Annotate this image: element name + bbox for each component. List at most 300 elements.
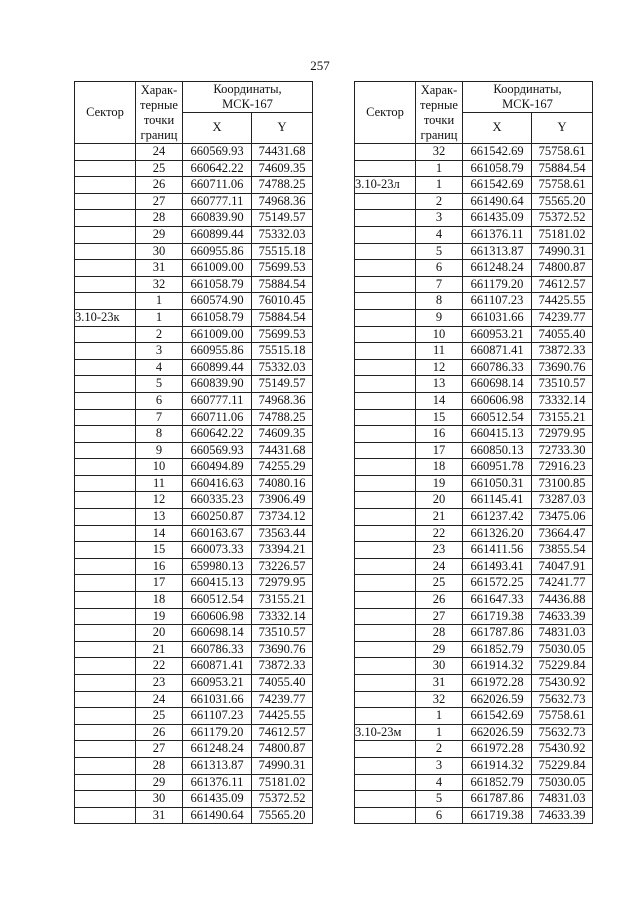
point-number-cell: 2 [416, 193, 463, 210]
table-row [355, 658, 593, 675]
sector-cell [75, 675, 136, 692]
sector-cell [355, 492, 416, 509]
table-row [355, 459, 593, 476]
point-number-cell: 2 [416, 741, 463, 758]
y-coordinate-cell: 72733.30 [532, 442, 593, 459]
y-coordinate-cell: 73394.21 [252, 542, 313, 559]
x-coordinate-cell: 661787.86 [463, 791, 532, 808]
table-row [75, 741, 313, 758]
point-number-cell: 24 [136, 144, 183, 161]
table-row [355, 309, 593, 326]
y-coordinate-cell: 74431.68 [252, 442, 313, 459]
sector-cell [75, 226, 136, 243]
y-coordinate-cell: 75181.02 [252, 774, 313, 791]
point-number-cell: 6 [416, 807, 463, 824]
sector-cell [75, 592, 136, 609]
point-number-cell: 28 [416, 625, 463, 642]
y-coordinate-cell: 73100.85 [532, 475, 593, 492]
y-coordinate-cell: 72979.95 [252, 575, 313, 592]
y-coordinate-cell: 74788.25 [252, 409, 313, 426]
y-coordinate-cell: 74968.36 [252, 392, 313, 409]
x-coordinate-cell: 661542.69 [463, 708, 532, 725]
table-row [355, 226, 593, 243]
point-number-cell: 7 [136, 409, 183, 426]
table-row [355, 509, 593, 526]
x-coordinate-cell: 660786.33 [463, 359, 532, 376]
x-coordinate-cell: 661490.64 [183, 807, 252, 824]
point-number-cell: 22 [416, 525, 463, 542]
x-coordinate-cell: 661435.09 [463, 210, 532, 227]
sector-cell [355, 509, 416, 526]
y-coordinate-cell: 72916.23 [532, 459, 593, 476]
table-row [355, 210, 593, 227]
table-row [355, 774, 593, 791]
header-sector: Сектор [355, 82, 416, 144]
table-row [75, 807, 313, 824]
y-coordinate-cell: 73690.76 [252, 641, 313, 658]
point-number-cell: 14 [416, 392, 463, 409]
x-coordinate-cell: 659980.13 [183, 558, 252, 575]
x-coordinate-cell: 661435.09 [183, 791, 252, 808]
header-x: X [183, 113, 252, 144]
sector-cell [355, 691, 416, 708]
sector-cell [75, 525, 136, 542]
y-coordinate-cell: 75372.52 [532, 210, 593, 227]
table-row [75, 144, 313, 161]
x-coordinate-cell: 661411.56 [463, 542, 532, 559]
point-number-cell: 5 [136, 376, 183, 393]
x-coordinate-cell: 660899.44 [183, 226, 252, 243]
table-row [75, 641, 313, 658]
page-number: 257 [310, 58, 330, 73]
table-row [355, 293, 593, 310]
table-body-right [355, 144, 593, 824]
table-row [75, 774, 313, 791]
sector-cell [75, 326, 136, 343]
point-number-cell: 6 [136, 392, 183, 409]
table-row [355, 708, 593, 725]
table-row [355, 193, 593, 210]
table-row [75, 177, 313, 194]
x-coordinate-cell: 661787.86 [463, 625, 532, 642]
x-coordinate-cell: 660955.86 [183, 243, 252, 260]
point-number-cell: 18 [416, 459, 463, 476]
y-coordinate-cell: 74612.57 [532, 276, 593, 293]
table-row [355, 592, 593, 609]
point-number-cell: 23 [136, 675, 183, 692]
table-row [75, 592, 313, 609]
sector-cell [75, 625, 136, 642]
point-number-cell: 30 [416, 658, 463, 675]
x-coordinate-cell: 661050.31 [463, 475, 532, 492]
sector-cell [355, 144, 416, 161]
y-coordinate-cell: 75372.52 [252, 791, 313, 808]
table-row [75, 675, 313, 692]
point-number-cell: 1 [136, 309, 183, 326]
sector-cell [355, 442, 416, 459]
table-row [75, 260, 313, 277]
sector-cell [355, 193, 416, 210]
y-coordinate-cell: 74425.55 [532, 293, 593, 310]
y-coordinate-cell: 74800.87 [532, 260, 593, 277]
x-coordinate-cell: 661490.64 [463, 193, 532, 210]
point-number-cell: 1 [416, 708, 463, 725]
point-number-cell: 32 [416, 144, 463, 161]
x-coordinate-cell: 660416.63 [183, 475, 252, 492]
table-row [355, 542, 593, 559]
sector-cell [75, 260, 136, 277]
sector-cell [355, 641, 416, 658]
point-number-cell: 1 [416, 160, 463, 177]
x-coordinate-cell: 661179.20 [183, 724, 252, 741]
x-coordinate-cell: 660512.54 [183, 592, 252, 609]
x-coordinate-cell: 660871.41 [183, 658, 252, 675]
table-row [75, 558, 313, 575]
y-coordinate-cell: 75430.92 [532, 741, 593, 758]
table-row [75, 193, 313, 210]
point-number-cell: 3 [416, 757, 463, 774]
table-row [355, 343, 593, 360]
y-coordinate-cell: 74831.03 [532, 791, 593, 808]
x-coordinate-cell: 661107.23 [183, 708, 252, 725]
x-coordinate-cell: 661326.20 [463, 525, 532, 542]
table-row [75, 525, 313, 542]
x-coordinate-cell: 660786.33 [183, 641, 252, 658]
sector-cell [355, 625, 416, 642]
x-coordinate-cell: 661145.41 [463, 492, 532, 509]
sector-cell [75, 459, 136, 476]
table-row [355, 475, 593, 492]
y-coordinate-cell: 73287.03 [532, 492, 593, 509]
sector-cell [75, 724, 136, 741]
y-coordinate-cell: 75758.61 [532, 177, 593, 194]
point-number-cell: 1 [416, 177, 463, 194]
point-number-cell: 29 [136, 226, 183, 243]
sector-cell [75, 741, 136, 758]
y-coordinate-cell: 73563.44 [252, 525, 313, 542]
x-coordinate-cell: 661852.79 [463, 641, 532, 658]
table-row [355, 691, 593, 708]
sector-cell [355, 675, 416, 692]
table-row [75, 210, 313, 227]
y-coordinate-cell: 75758.61 [532, 144, 593, 161]
sector-cell [75, 658, 136, 675]
y-coordinate-cell: 75565.20 [252, 807, 313, 824]
table-row [355, 177, 593, 194]
table-row [355, 376, 593, 393]
y-coordinate-cell: 75515.18 [252, 243, 313, 260]
y-coordinate-cell: 74239.77 [252, 691, 313, 708]
sector-cell [355, 592, 416, 609]
x-coordinate-cell: 660777.11 [183, 392, 252, 409]
y-coordinate-cell: 74055.40 [532, 326, 593, 343]
header-characteristic-points: Харак- терные точки границ [416, 82, 463, 144]
sector-cell [355, 475, 416, 492]
sector-cell [355, 757, 416, 774]
y-coordinate-cell: 74968.36 [252, 193, 313, 210]
y-coordinate-cell: 73332.14 [532, 392, 593, 409]
header-x: X [463, 113, 532, 144]
point-number-cell: 11 [416, 343, 463, 360]
point-number-cell: 11 [136, 475, 183, 492]
table-row [75, 226, 313, 243]
sector-cell [355, 359, 416, 376]
y-coordinate-cell: 74055.40 [252, 675, 313, 692]
point-number-cell: 6 [416, 260, 463, 277]
point-number-cell: 20 [136, 625, 183, 642]
sector-cell [355, 392, 416, 409]
sector-cell [355, 343, 416, 360]
sector-cell [75, 575, 136, 592]
table-row [75, 475, 313, 492]
table-row [355, 326, 593, 343]
point-number-cell: 3 [416, 210, 463, 227]
x-coordinate-cell: 660163.67 [183, 525, 252, 542]
y-coordinate-cell: 74990.31 [252, 757, 313, 774]
x-coordinate-cell: 660711.06 [183, 409, 252, 426]
point-number-cell: 10 [136, 459, 183, 476]
point-number-cell: 12 [416, 359, 463, 376]
x-coordinate-cell: 660871.41 [463, 343, 532, 360]
table-row [75, 309, 313, 326]
x-coordinate-cell: 660073.33 [183, 542, 252, 559]
x-coordinate-cell: 661009.00 [183, 260, 252, 277]
point-number-cell: 21 [136, 641, 183, 658]
x-coordinate-cell: 661647.33 [463, 592, 532, 609]
table-row [355, 575, 593, 592]
header-coordinates: Координаты, МСК-167 [183, 82, 313, 113]
y-coordinate-cell: 74255.29 [252, 459, 313, 476]
x-coordinate-cell: 660606.98 [183, 608, 252, 625]
sector-cell [75, 160, 136, 177]
table-row [75, 691, 313, 708]
y-coordinate-cell: 74609.35 [252, 426, 313, 443]
sector-cell [75, 542, 136, 559]
point-number-cell: 29 [136, 774, 183, 791]
sector-cell [75, 243, 136, 260]
y-coordinate-cell: 74431.68 [252, 144, 313, 161]
table-row [355, 675, 593, 692]
table-row [355, 525, 593, 542]
point-number-cell: 30 [136, 243, 183, 260]
table-row [75, 442, 313, 459]
table-row [75, 376, 313, 393]
point-number-cell: 3 [136, 343, 183, 360]
sector-cell [355, 459, 416, 476]
sector-cell [355, 409, 416, 426]
table-row [75, 509, 313, 526]
point-number-cell: 4 [416, 774, 463, 791]
sector-cell: 3.10-23к [75, 309, 136, 326]
x-coordinate-cell: 660494.89 [183, 459, 252, 476]
point-number-cell: 2 [136, 326, 183, 343]
sector-cell [355, 326, 416, 343]
x-coordinate-cell: 661107.23 [463, 293, 532, 310]
y-coordinate-cell: 75149.57 [252, 376, 313, 393]
x-coordinate-cell: 660955.86 [183, 343, 252, 360]
sector-cell [75, 409, 136, 426]
x-coordinate-cell: 660415.13 [463, 426, 532, 443]
y-coordinate-cell: 75515.18 [252, 343, 313, 360]
sector-cell [75, 558, 136, 575]
table-row [355, 260, 593, 277]
x-coordinate-cell: 660839.90 [183, 376, 252, 393]
x-coordinate-cell: 661972.28 [463, 675, 532, 692]
x-coordinate-cell: 661542.69 [463, 144, 532, 161]
x-coordinate-cell: 661248.24 [183, 741, 252, 758]
y-coordinate-cell: 75229.84 [532, 757, 593, 774]
point-number-cell: 26 [416, 592, 463, 609]
point-number-cell: 19 [416, 475, 463, 492]
sector-cell [75, 757, 136, 774]
sector-cell [355, 575, 416, 592]
point-number-cell: 24 [416, 558, 463, 575]
y-coordinate-cell: 75699.53 [252, 260, 313, 277]
sector-cell [355, 708, 416, 725]
x-coordinate-cell: 661313.87 [183, 757, 252, 774]
y-coordinate-cell: 73906.49 [252, 492, 313, 509]
sector-cell [75, 177, 136, 194]
sector-cell [355, 558, 416, 575]
point-number-cell: 32 [416, 691, 463, 708]
table-row [75, 293, 313, 310]
sector-cell [75, 475, 136, 492]
x-coordinate-cell: 661031.66 [463, 309, 532, 326]
table-row [355, 558, 593, 575]
y-coordinate-cell: 73155.21 [532, 409, 593, 426]
sector-cell [75, 376, 136, 393]
x-coordinate-cell: 661719.38 [463, 608, 532, 625]
x-coordinate-cell: 660642.22 [183, 426, 252, 443]
point-number-cell: 26 [136, 177, 183, 194]
point-number-cell: 8 [416, 293, 463, 310]
sector-cell [75, 193, 136, 210]
sector-cell [75, 276, 136, 293]
x-coordinate-cell: 660951.78 [463, 459, 532, 476]
point-number-cell: 21 [416, 509, 463, 526]
x-coordinate-cell: 661914.32 [463, 757, 532, 774]
sector-cell [355, 276, 416, 293]
y-coordinate-cell: 74612.57 [252, 724, 313, 741]
x-coordinate-cell: 660953.21 [183, 675, 252, 692]
coordinates-table-left [74, 81, 313, 824]
x-coordinate-cell: 660850.13 [463, 442, 532, 459]
y-coordinate-cell: 74609.35 [252, 160, 313, 177]
sector-cell [355, 426, 416, 443]
y-coordinate-cell: 75181.02 [532, 226, 593, 243]
sector-cell [355, 807, 416, 824]
x-coordinate-cell: 660335.23 [183, 492, 252, 509]
x-coordinate-cell: 660777.11 [183, 193, 252, 210]
point-number-cell: 15 [416, 409, 463, 426]
point-number-cell: 1 [136, 293, 183, 310]
x-coordinate-cell: 661493.41 [463, 558, 532, 575]
x-coordinate-cell: 660698.14 [463, 376, 532, 393]
coordinates-table-right [354, 81, 593, 824]
sector-cell [75, 392, 136, 409]
point-number-cell: 32 [136, 276, 183, 293]
table-row [355, 144, 593, 161]
header-y: Y [532, 113, 593, 144]
point-number-cell: 15 [136, 542, 183, 559]
point-number-cell: 9 [136, 442, 183, 459]
point-number-cell: 13 [416, 376, 463, 393]
sector-cell: 3.10-23м [355, 724, 416, 741]
sector-cell [75, 774, 136, 791]
y-coordinate-cell: 74633.39 [532, 608, 593, 625]
table-row [75, 542, 313, 559]
x-coordinate-cell: 661058.79 [183, 276, 252, 293]
x-coordinate-cell: 660574.90 [183, 293, 252, 310]
point-number-cell: 20 [416, 492, 463, 509]
table-row [355, 625, 593, 642]
table-row [355, 409, 593, 426]
y-coordinate-cell: 73872.33 [252, 658, 313, 675]
x-coordinate-cell: 661972.28 [463, 741, 532, 758]
table-row [355, 392, 593, 409]
point-number-cell: 17 [416, 442, 463, 459]
table-row [75, 409, 313, 426]
x-coordinate-cell: 661058.79 [463, 160, 532, 177]
table-row [75, 426, 313, 443]
x-coordinate-cell: 660899.44 [183, 359, 252, 376]
point-number-cell: 16 [136, 558, 183, 575]
x-coordinate-cell: 660512.54 [463, 409, 532, 426]
sector-cell [75, 708, 136, 725]
table-row [75, 791, 313, 808]
table-row [355, 160, 593, 177]
y-coordinate-cell: 74047.91 [532, 558, 593, 575]
y-coordinate-cell: 72979.95 [532, 426, 593, 443]
x-coordinate-cell: 660698.14 [183, 625, 252, 642]
sector-cell [75, 210, 136, 227]
y-coordinate-cell: 75332.03 [252, 226, 313, 243]
table-row [75, 243, 313, 260]
y-coordinate-cell: 75229.84 [532, 658, 593, 675]
table-row [75, 724, 313, 741]
sector-cell [355, 741, 416, 758]
x-coordinate-cell: 660839.90 [183, 210, 252, 227]
x-coordinate-cell: 661031.66 [183, 691, 252, 708]
sector-cell [355, 260, 416, 277]
point-number-cell: 13 [136, 509, 183, 526]
x-coordinate-cell: 660569.93 [183, 144, 252, 161]
y-coordinate-cell: 74633.39 [532, 807, 593, 824]
table-row [75, 326, 313, 343]
point-number-cell: 1 [416, 724, 463, 741]
sector-cell [75, 492, 136, 509]
point-number-cell: 31 [136, 807, 183, 824]
sector-cell [75, 343, 136, 360]
y-coordinate-cell: 73664.47 [532, 525, 593, 542]
y-coordinate-cell: 73510.57 [532, 376, 593, 393]
point-number-cell: 27 [136, 193, 183, 210]
x-coordinate-cell: 661572.25 [463, 575, 532, 592]
table-row [355, 426, 593, 443]
point-number-cell: 14 [136, 525, 183, 542]
x-coordinate-cell: 661237.42 [463, 509, 532, 526]
sector-cell [75, 791, 136, 808]
header-y: Y [252, 113, 313, 144]
table-row [355, 442, 593, 459]
sector-cell [75, 359, 136, 376]
point-number-cell: 29 [416, 641, 463, 658]
sector-cell [355, 160, 416, 177]
x-coordinate-cell: 661376.11 [463, 226, 532, 243]
y-coordinate-cell: 73475.06 [532, 509, 593, 526]
x-coordinate-cell: 660569.93 [183, 442, 252, 459]
y-coordinate-cell: 73155.21 [252, 592, 313, 609]
